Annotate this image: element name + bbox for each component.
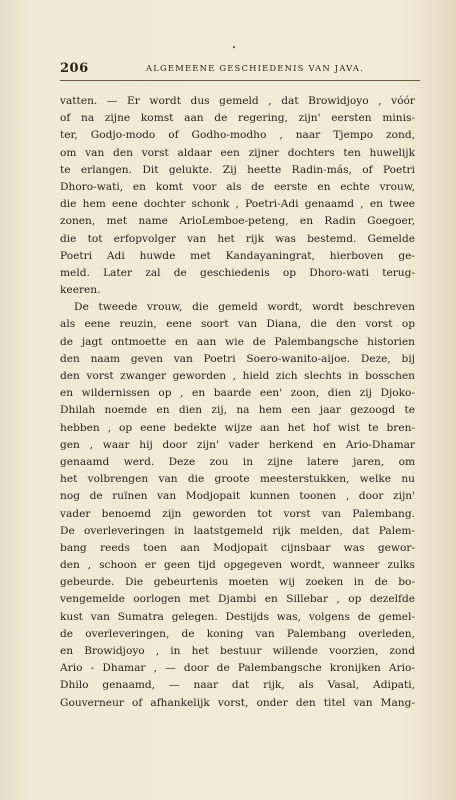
page-body-text xyxy=(60,93,415,712)
text-line: het volbrengen van die groote meesterstukken, welke nu xyxy=(60,473,415,486)
text-line: als eene reuzin, eene soort van Diana, die den vorst op xyxy=(60,318,415,331)
text-line: vatten. — Er wordt dus gemeld , dat Browidjoyo , vóór xyxy=(60,95,415,107)
text-line: den vorst zwanger geworden , hield zich slechts in bosschen xyxy=(60,370,415,382)
text-line: Dhoro-wati, en komt voor als de eerste en echte vrouw, xyxy=(60,180,415,193)
text-line: die tot erfopvolger van het rijk was bestemd. Gemelde xyxy=(60,232,415,245)
page-number: 206 xyxy=(60,61,89,76)
text-line: en Browidjoyo , in het bestuur willende voorzien, zond xyxy=(60,645,415,657)
text-line: Dhilah noemde en dien zij, na hem een jaar gezoogd te xyxy=(60,404,415,417)
text-line: zonen, met name ArioLemboe-peteng, en Radin Goegoer, xyxy=(60,215,415,228)
text-line: den naam geven van Poetri Soero-wanito-aijoe. Deze, bij xyxy=(60,352,415,365)
text-line: ter, Godjo-modo of Godho-modho , naar Tjempo zond, xyxy=(60,129,415,142)
text-line: Ario - Dhamar , — door de Palembangsche kronijken Ario- xyxy=(60,662,415,675)
text-line: vader benoemd zijn geworden tot vorst van Palembang. xyxy=(60,507,415,520)
running-title: ALGEMEENE GESCHIEDENIS VAN JAVA. xyxy=(146,63,364,73)
page-marker-dot: • xyxy=(232,44,237,52)
page-header xyxy=(60,60,420,81)
text-line: meld. Later zal de geschiedenis op Dhoro-wati terug- xyxy=(60,266,415,279)
text-line: De tweede vrouw, die gemeld wordt, wordt beschreven xyxy=(74,301,415,314)
text-line: den , schoon er geen tijd opgegeven wordt, wanneer zulks xyxy=(60,559,415,572)
text-line: gen , waar hij door zijn' vader herkend en Ario-Dhamar xyxy=(60,438,415,451)
text-line: en wildernissen op , en baarde een' zoon, dien zij Djoko- xyxy=(60,387,415,400)
text-line: de jagt ontmoette en aan wie de Palembangsche historien xyxy=(60,335,415,348)
text-line: gebeurde. Die gebeurtenis moeten wij zoeken in de bo- xyxy=(60,576,415,589)
text-line: Poetri Adi huwde met Kandayaningrat, hierboven ge- xyxy=(60,249,415,262)
text-line: hebben , op eene bedekte wijze aan het hof wist te bren- xyxy=(60,421,415,434)
text-line: die hem eene dochter schonk , Poetri-Adi genaamd , en twee xyxy=(60,198,415,211)
text-line: of na zijne komst aan de regering, zijn' eersten minis- xyxy=(60,112,415,125)
text-line: Gouverneur of afhankelijk vorst, onder den titel van Mang- xyxy=(60,696,415,709)
text-line: genaamd werd. Deze zou in zijne latere jaren, om xyxy=(60,455,415,468)
text-line: bang reeds toen aan Modjopait cijnsbaar was gewor- xyxy=(60,541,415,554)
text-line: te erlangen. Dit gelukte. Zij heette Radin-más, of Poetri xyxy=(60,163,415,176)
text-line: kust van Sumatra gelegen. Destijds was, volgens de gemel- xyxy=(60,610,415,623)
text-line: de overleveringen, de koning van Palembang overleden, xyxy=(60,627,415,640)
text-line: nog de ruïnen van Modjopait kunnen toonen , door zijn' xyxy=(60,490,415,503)
text-line: keeren. xyxy=(60,284,101,297)
text-line: vengemelde oorlogen met Djambi en Sillebar , op dezelfde xyxy=(60,593,415,606)
text-line: om van den vorst aldaar een zijner dochters ten huwelijk xyxy=(60,146,415,159)
text-line: De overleveringen in laatstgemeld rijk melden, dat Palem- xyxy=(60,524,415,537)
text-line: Dhilo genaamd, — naar dat rijk, als Vasal, Adipati, xyxy=(60,679,415,692)
